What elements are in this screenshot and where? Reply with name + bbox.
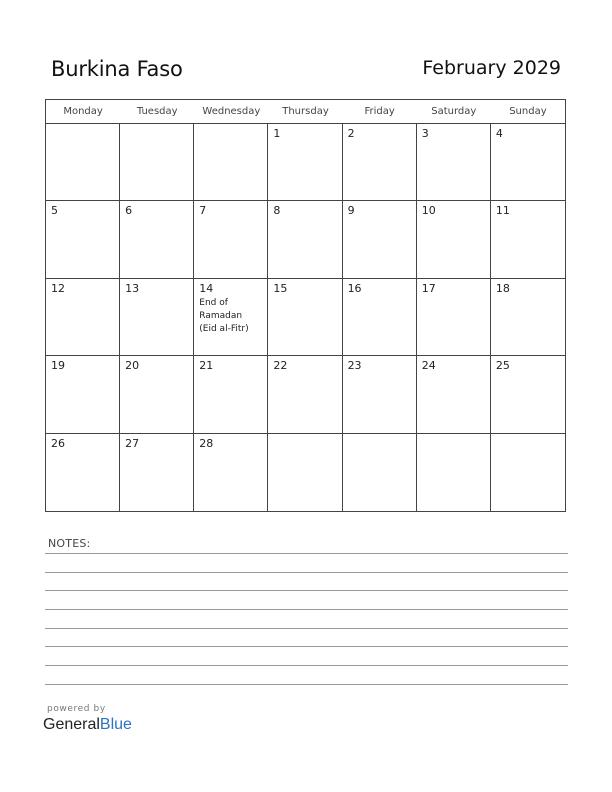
day-number: 9 bbox=[347, 204, 355, 218]
day-number: 23 bbox=[347, 359, 362, 373]
day-number: 8 bbox=[273, 204, 281, 218]
holiday-event: (Eid al-Fitr) bbox=[199, 323, 249, 334]
day-cell bbox=[417, 279, 491, 356]
brand-general: General bbox=[43, 716, 100, 733]
day-cell bbox=[268, 279, 342, 356]
day-number: 13 bbox=[125, 281, 140, 295]
powered-by-text: powered by bbox=[47, 704, 106, 714]
day-number: 10 bbox=[421, 204, 436, 218]
day-cell bbox=[343, 434, 417, 511]
day-cell bbox=[194, 201, 268, 278]
day-number: 12 bbox=[51, 281, 65, 295]
weekday-label: Thursday bbox=[282, 106, 329, 117]
day-cell bbox=[194, 434, 268, 511]
day-number: 6 bbox=[125, 204, 133, 218]
note-line bbox=[45, 553, 568, 554]
day-cell bbox=[343, 356, 417, 433]
day-cell bbox=[268, 356, 342, 433]
day-cell bbox=[417, 201, 491, 278]
day-cell bbox=[120, 124, 194, 201]
day-cell bbox=[268, 434, 342, 511]
day-cell bbox=[491, 356, 565, 433]
day-number: 2 bbox=[347, 127, 355, 140]
month-year-title: February 2029 bbox=[422, 57, 561, 79]
day-number: 1 bbox=[273, 127, 281, 140]
note-line bbox=[45, 609, 568, 610]
note-line bbox=[45, 646, 568, 647]
day-cell bbox=[268, 124, 342, 201]
holiday-event: End of bbox=[199, 297, 228, 308]
day-cell bbox=[46, 201, 120, 278]
notes-label: NOTES: bbox=[48, 537, 91, 550]
day-cell bbox=[46, 124, 120, 201]
note-line bbox=[45, 628, 568, 629]
day-number: 21 bbox=[199, 359, 214, 373]
day-number: 25 bbox=[495, 359, 510, 373]
note-line bbox=[45, 665, 568, 666]
day-cell bbox=[417, 434, 491, 511]
day-number: 4 bbox=[495, 127, 503, 140]
day-number: 11 bbox=[495, 204, 510, 218]
day-cell bbox=[491, 201, 565, 278]
day-cell bbox=[491, 434, 565, 511]
weekday-label: Monday bbox=[63, 106, 103, 117]
note-line bbox=[45, 572, 568, 573]
brand-blue: Blue bbox=[99, 716, 132, 733]
day-number: 3 bbox=[421, 127, 429, 140]
weekday-label: Wednesday bbox=[202, 106, 261, 117]
calendar-grid bbox=[45, 99, 566, 512]
day-number: 26 bbox=[51, 436, 65, 450]
day-number: 24 bbox=[421, 359, 436, 373]
day-cell bbox=[46, 434, 120, 511]
day-number: 19 bbox=[51, 359, 65, 373]
day-cell bbox=[343, 124, 417, 201]
day-cell bbox=[343, 201, 417, 278]
day-cell bbox=[194, 356, 268, 433]
weekday-label: Tuesday bbox=[136, 106, 178, 117]
day-cell bbox=[46, 279, 120, 356]
day-cell bbox=[343, 279, 417, 356]
day-cell bbox=[194, 124, 268, 201]
note-line bbox=[45, 684, 568, 685]
weekday-label: Saturday bbox=[431, 106, 477, 117]
day-number: 17 bbox=[421, 281, 436, 295]
calendar-body bbox=[46, 124, 565, 511]
day-cell bbox=[120, 201, 194, 278]
country-title: Burkina Faso bbox=[51, 57, 183, 81]
weekday-label: Sunday bbox=[509, 106, 547, 117]
day-cell bbox=[417, 124, 491, 201]
day-number: 18 bbox=[495, 281, 510, 295]
weekday-label: Friday bbox=[364, 106, 395, 117]
day-cell bbox=[491, 279, 565, 356]
day-number: 22 bbox=[273, 359, 288, 373]
day-cell bbox=[46, 356, 120, 433]
holiday-event: Ramadan bbox=[199, 310, 243, 321]
day-number: 20 bbox=[125, 359, 140, 373]
day-cell bbox=[120, 356, 194, 433]
day-number: 15 bbox=[273, 281, 288, 295]
day-cell bbox=[120, 279, 194, 356]
generalblue-logo bbox=[43, 716, 132, 734]
day-number: 5 bbox=[51, 204, 58, 218]
day-number: 28 bbox=[199, 436, 214, 450]
weekday-header-row bbox=[46, 100, 565, 124]
day-cell bbox=[491, 124, 565, 201]
day-number: 7 bbox=[199, 204, 207, 218]
day-number: 14 bbox=[199, 281, 214, 295]
day-cell bbox=[417, 356, 491, 433]
day-cell bbox=[268, 201, 342, 278]
day-cell bbox=[194, 279, 268, 356]
day-number: 27 bbox=[125, 436, 140, 450]
day-cell bbox=[120, 434, 194, 511]
day-number: 16 bbox=[347, 281, 362, 295]
note-line bbox=[45, 590, 568, 591]
